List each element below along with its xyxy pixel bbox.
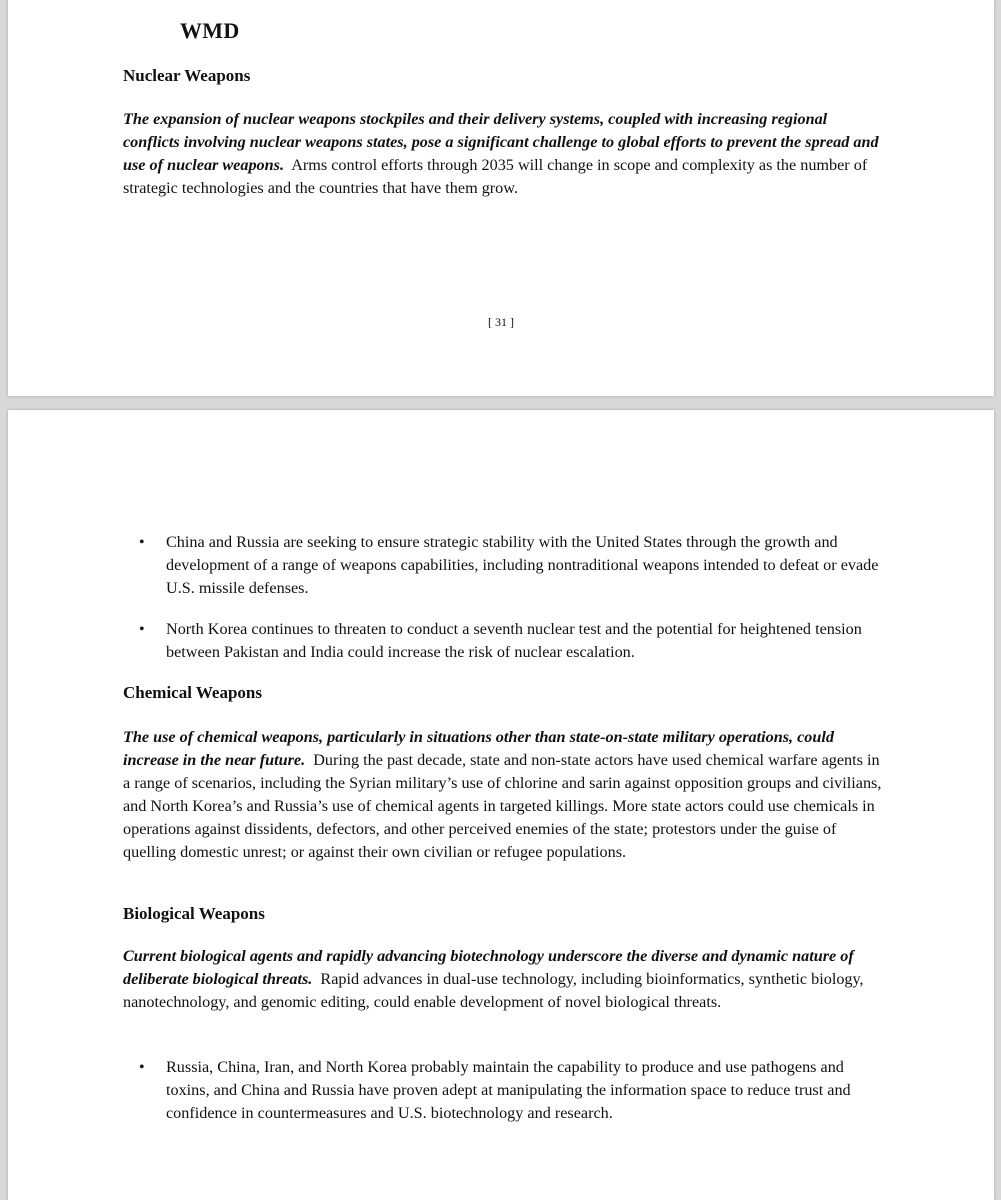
chemical-weapons-lead: The use of chemical weapons, particularly in situations other than state-on-state military operations, could increase in the near future.: [123, 728, 834, 769]
document-page-2: [8, 410, 994, 1200]
page-number: [ 31 ]: [488, 315, 514, 329]
bullet-symbol: •: [139, 534, 145, 551]
biological-weapons-lead: Current biological agents and rapidly advancing biotechnology underscore the diverse and dynamic nature of deliberate biological threats.: [123, 947, 854, 988]
biological-weapons-paragraph: [123, 945, 883, 1014]
bullet-text: Russia, China, Iran, and North Korea probably maintain the capability to produce and use pathogens and toxins, and China and Russia have proven adept at manipulating the information space to reduce trust and confidence in countermeasures and U.S. biotechnology and research.: [166, 1058, 851, 1122]
biological-weapons-heading: Biological Weapons: [123, 904, 265, 923]
bullet-item-north-korea: [139, 618, 884, 664]
chemical-weapons-paragraph: [123, 726, 883, 864]
bullet-text: North Korea continues to threaten to conduct a seventh nuclear test and the potential for heightened tension between Pakistan and India could increase the risk of nuclear escalation.: [166, 620, 862, 661]
nuclear-weapons-body: Arms control efforts through 2035 will change in scope and complexity as the number of strategic technologies and the countries that have them grow.: [123, 156, 868, 197]
nuclear-weapons-lead: The expansion of nuclear weapons stockpiles and their delivery systems, coupled with increasing regional conflicts involving nuclear weapons states, pose a significant challenge to global efforts to prevent the spread and use of nuclear weapons.: [123, 110, 879, 174]
bullet-text: China and Russia are seeking to ensure strategic stability with the United States through the growth and development of a range of weapons capabilities, including nontraditional weapons intended to defeat or evade U.S. missile defenses.: [166, 533, 879, 597]
nuclear-weapons-heading: Nuclear Weapons: [123, 66, 251, 85]
bullet-item-china-russia: [139, 531, 884, 600]
bullet-symbol: •: [139, 621, 145, 638]
chemical-weapons-body: During the past decade, state and non-state actors have used chemical warfare agents in a range of scenarios, including the Syrian military’s use of chlorine and sarin against opposition groups and civilians, and North Korea’s and Russia’s use of chemical agents in targeted killings. More state actors could use chemicals in operations against dissidents, defectors, and other perceived enemies of the state; protestors under the guise of quelling domestic unrest; or against their own civilian or refugee populations.: [123, 751, 882, 861]
document-page-1: [8, 0, 994, 396]
bullet-item-biological-capability: [139, 1056, 884, 1125]
bullet-symbol: •: [139, 1059, 145, 1076]
chemical-weapons-heading: Chemical Weapons: [123, 683, 263, 702]
biological-weapons-body: Rapid advances in dual-use technology, including bioinformatics, synthetic biology, nanotechnology, and genomic editing, could enable development of novel biological threats.: [123, 970, 864, 1011]
document-title: WMD: [180, 18, 240, 43]
nuclear-weapons-paragraph: [123, 108, 883, 200]
